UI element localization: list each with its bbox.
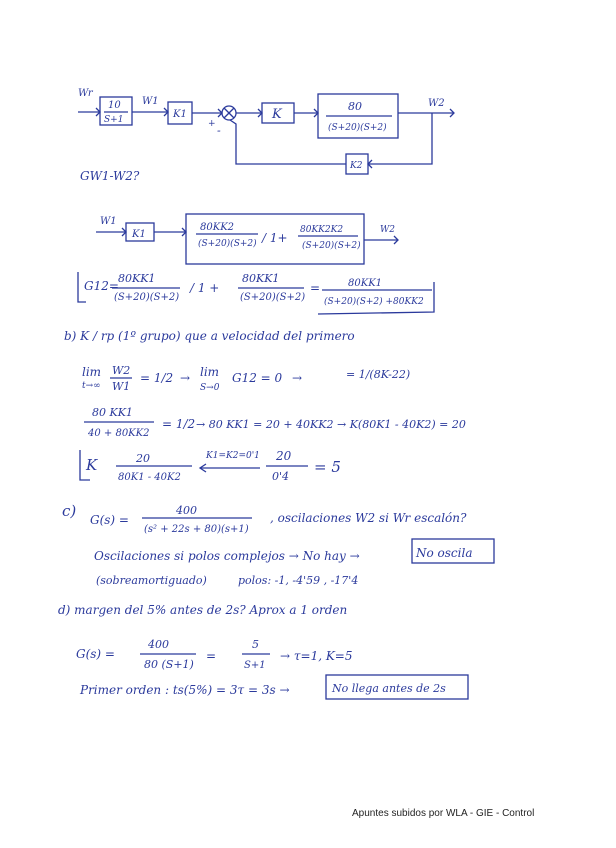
svg-text:S+1: S+1 — [104, 115, 124, 125]
svg-text:400: 400 — [176, 504, 197, 517]
svg-text:400: 400 — [148, 638, 169, 651]
svg-text:80KK1: 80KK1 — [348, 278, 383, 289]
svg-text:(s² + 22s + 80)(s+1): (s² + 22s + 80)(s+1) — [144, 524, 249, 535]
svg-text:lim: lim — [82, 365, 102, 379]
output-label: W2 — [428, 98, 445, 109]
svg-text:20: 20 — [136, 452, 150, 465]
svg-text:(S+20)(S+2): (S+20)(S+2) — [302, 241, 361, 251]
part-d — [58, 603, 468, 699]
svg-text:W2: W2 — [380, 225, 395, 235]
svg-text:80KK2: 80KK2 — [200, 222, 235, 233]
svg-text:-: - — [217, 124, 221, 137]
svg-text:40 + 80KK2: 40 + 80KK2 — [88, 428, 150, 439]
svg-text:(sobreamortiguado): (sobreamortiguado) — [96, 574, 207, 587]
svg-text:S→0: S→0 — [200, 383, 220, 393]
svg-text:(S+20)(S+2): (S+20)(S+2) — [328, 123, 387, 133]
svg-text:20: 20 — [276, 449, 292, 463]
svg-text:K: K — [272, 107, 282, 122]
svg-text:K1: K1 — [173, 109, 187, 120]
svg-text:80: 80 — [348, 100, 362, 113]
svg-text:→ τ=1, K=5: → τ=1, K=5 — [280, 649, 353, 663]
part-c — [62, 502, 494, 587]
svg-text:(S+20)(S+2): (S+20)(S+2) — [240, 292, 306, 303]
svg-text:5: 5 — [252, 638, 259, 651]
svg-text:80KK2K2: 80KK2K2 — [300, 225, 344, 235]
svg-text:G(s) =: G(s) = — [76, 647, 115, 661]
svg-text:10: 10 — [108, 100, 121, 111]
svg-text:No oscila: No oscila — [416, 546, 473, 560]
footer-credit: Apuntes subidos por WLA - GIE - Control — [352, 808, 535, 819]
svg-text:Primer orden : ts(5%) = 3τ =: Primer orden : ts(5%) = 3τ = 3s → — [80, 683, 290, 697]
svg-text:S+1: S+1 — [244, 660, 266, 671]
svg-text:80K1 - 40K2: 80K1 - 40K2 — [118, 472, 181, 483]
svg-text:= 1/2: = 1/2 — [162, 417, 196, 431]
svg-text:(S+20)(S+2) +80KK2: (S+20)(S+2) +80KK2 — [324, 297, 424, 307]
block-diagram-2 — [96, 214, 398, 264]
svg-text:G12 = 0: G12 = 0 — [232, 371, 283, 385]
svg-text:K1: K1 — [132, 229, 146, 240]
svg-text:K: K — [86, 456, 98, 474]
svg-text:80 (S+1): 80 (S+1) — [144, 658, 194, 671]
svg-text:(S+20)(S+2): (S+20)(S+2) — [198, 239, 257, 249]
svg-text:80KK1: 80KK1 — [118, 272, 156, 285]
svg-text:= 1/2: = 1/2 — [140, 371, 174, 385]
svg-text:W1: W1 — [112, 380, 131, 393]
input-label: Wr — [78, 88, 93, 99]
svg-text:/ 1 +: / 1 + — [190, 281, 220, 295]
svg-text:= 1/(8K-22): = 1/(8K-22) — [346, 368, 411, 381]
svg-text:lim: lim — [200, 365, 220, 379]
svg-text:80KK1: 80KK1 — [242, 272, 280, 285]
svg-text:= 5: = 5 — [314, 458, 341, 476]
svg-text:→: → — [292, 371, 303, 385]
question-a: GW1-W2? — [80, 169, 140, 183]
svg-text:K2: K2 — [350, 161, 363, 171]
svg-text:G(s) =: G(s) = — [90, 513, 129, 527]
part-d-heading: d) margen del 5% antes de 2s? Aprox a 1 orden — [58, 603, 348, 617]
part-b — [64, 329, 466, 483]
svg-text:0'4: 0'4 — [272, 470, 290, 483]
svg-text:c): c) — [62, 502, 77, 520]
svg-text:→ 80 KK1 = 20 + 40KK2 → K(80K1: → 80 KK1 = 20 + 40KK2 → K(80K1 - 40K2) = 20 — [196, 418, 466, 431]
w1-label: W1 — [142, 96, 159, 107]
part-b-heading: b) K / rp (1º grupo) que a velocidad del primero — [64, 329, 355, 343]
svg-text:+: + — [208, 119, 216, 129]
svg-text:80 KK1: 80 KK1 — [92, 406, 133, 419]
svg-text:Oscilaciones si polos complejo: Oscilaciones si polos complejos → No hay → — [94, 549, 360, 563]
svg-text:polos: -1, -4'59 , -17'4: polos: -1, -4'59 , -17'4 — [238, 574, 359, 587]
svg-text:, oscilaciones W2 si Wr escaló: , oscilaciones W2 si Wr escalón? — [270, 511, 467, 525]
svg-text:t→∞: t→∞ — [82, 381, 101, 391]
svg-text:=: = — [310, 281, 321, 295]
svg-text:G12=: G12= — [84, 279, 119, 293]
svg-text:→: → — [180, 371, 191, 385]
svg-text:K1=K2=0'1: K1=K2=0'1 — [206, 451, 260, 461]
svg-text:(S+20)(S+2): (S+20)(S+2) — [114, 292, 180, 303]
svg-text:No llega antes de 2s: No llega antes de 2s — [332, 682, 446, 695]
svg-text:W2: W2 — [112, 364, 131, 377]
block-diagram-1 — [78, 88, 454, 174]
equation-a — [78, 272, 434, 314]
svg-text:/ 1+: / 1+ — [262, 231, 288, 245]
svg-text:=: = — [206, 649, 217, 663]
svg-text:W1: W1 — [100, 216, 117, 227]
